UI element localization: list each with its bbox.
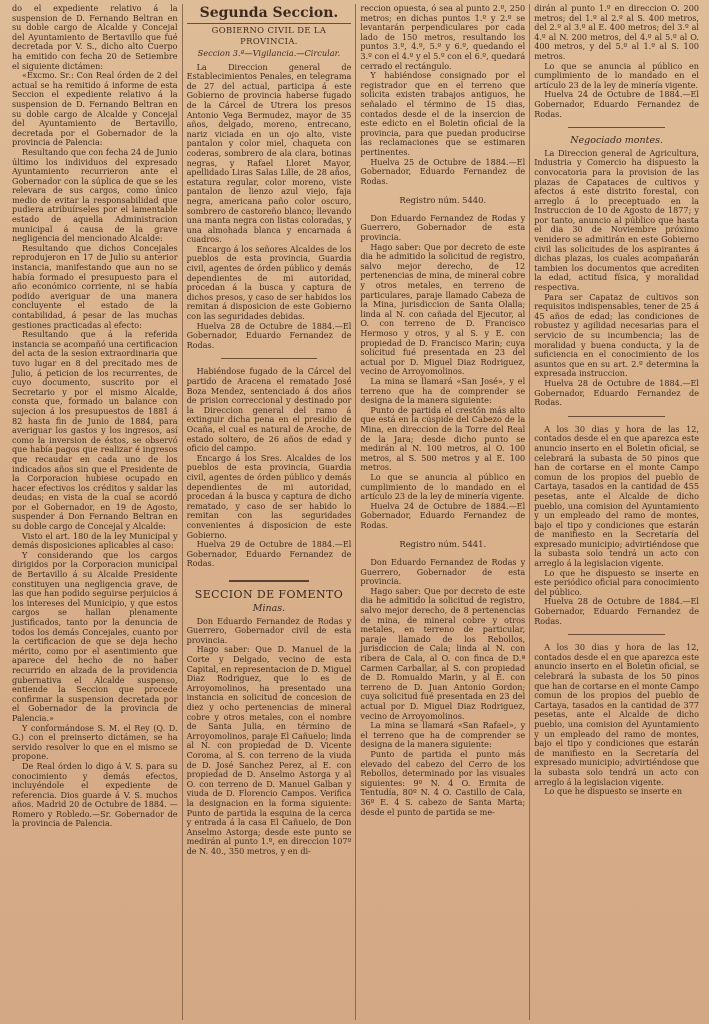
column-3 — [355, 4, 529, 1020]
paragraph: La mina se llamará «San José», y el terreno que ha de comprender se designa de la manera siguiente: — [360, 375, 526, 406]
signature: Huelva 24 de Octubre de 1884.—El Gobernador, Eduardo Fernandez de Rodas. — [360, 500, 526, 530]
paragraph: La mina se llamará «San Rafael», y el terreno que ha de comprender se designa de la manera siguiente: — [360, 720, 526, 750]
paragraph: De Real órden lo digo á V. S. para su conocimiento y demás efectos, incluyéndole el expediente de referencia. Dios guarde á V. S. muchos años. Madrid 20 de Octubre de 1884. —Romero y Robledo.—Sr. Gobernador de la provincia de Palencia. — [12, 760, 178, 829]
paragraph: Y considerando que los cargos dirigidos por la Corporacion municipal de Bertavillo á su Alcalde Presidente constituyen una negligencia grave, de las que han podido seguirse perjuicios á los intereses del Municipio, y que estos cargos se hallan plenamente justificados, tanto por la denuncia de todos los demás Concejales, cuanto por la certificacion de que se deja hecho mérito, como por el asentimiento que aparece del hecho de no haber recurrido en alzada de la providencia gubernativa el Alcalde suspenso, entiende la Seccion que procede confirmar la suspension decretada por el Gobernador de la provincia de Palencia.» — [12, 549, 178, 723]
section-header-title: Segunda Seccion. — [199, 5, 339, 21]
divider — [568, 634, 665, 635]
signature: Huelva 24 de Octubre de 1884.—El Gobernador, Eduardo Fernandez de Rodas. — [534, 89, 699, 119]
paragraph: Para ser Capataz de cultivos son requisitos indispensables, tener de 25 á 45 años de edad; las condiciones de robustez y agilidad necesarias para el servicio de su incumbencia; las de moralidad y buena conducta, y la de suficiencia en el conocimiento de los asuntos que en su art. 2.º determina la expresada instruccion. — [534, 291, 699, 379]
column-1 — [8, 4, 182, 1020]
divider — [221, 358, 318, 359]
paragraph: Lo que he dispuesto se inserte en — [544, 786, 683, 797]
signature: Huelva 28 de Octubre de 1884.—El Gobernador, Eduardo Fernandez de Rodas. — [534, 596, 699, 626]
section-line: Seccion 3.ª—Vigilancia.—Circular. — [197, 48, 341, 58]
paragraph: Y habiéndose consignado por el registrador que en el terreno que solicita existen trabajos antiguos, he señalado el término de 15 dias, contados desde el de la insercion de este edicto en el Boletin oficial de la provincia, para que puedan producirse las reclamaciones que se estimaren pertinentes. — [360, 70, 526, 157]
paragraph: «Excmo. Sr.: Con Real órden de 2 del actual se ha remitido á informe de esta Seccion el expediente relativo á la suspension de D. Fernando Beltran en su doble cargo de Alcalde y Concejal del Ayuntamiento de Bertavillo, decretada por el Gobernador de la provincia de Palencia: — [12, 70, 178, 148]
paragraph: dirán al punto 1.º en direccion O. 200 metros; del 1.º al 2.º al S. 400 metros, del 2.º al 3.º al E. 400 metros; del 3.º al 4.º al N. 200 metros, del 4.º al 5.º al O. 400 metros, y del 5.º al 1.º al S. 100 metros. — [534, 4, 699, 61]
negociado-heading: Negociado montes. — [570, 135, 663, 147]
paragraph: A los 30 dias y hora de las 12, contados desde el en que aparezca este anuncio inserto en el Boletin oficial, se celebrará la subasta de los 50 pinos que han de cortarse en el monte Campo comun de los propios del pueblo de Cartaya, tasados en la cantidad de 377 pesetas, ante el Alcalde de dicho pueblo, una comision del Ayuntamiento y un empleado del ramo de montes, bajo el tipo y condiciones que estarán de manifiesto en la Secretaría del expresado municipio; advirtiéndose que la subasta solo tendrá un acto con arreglo á la legislacion vigente. — [534, 642, 699, 787]
columns — [8, 4, 703, 1020]
paragraph: Don Eduardo Fernandez de Rodas y Guerrero, Gobernador civil de esta provincia. — [186, 615, 352, 645]
paragraph: Visto el art. 180 de la ley Municipal y demás disposiciones aplicables al caso: — [12, 530, 178, 551]
paragraph: Lo que se anuncia al público en cumplimiento de lo mandado en el artículo 23 de la ley de minería vigente. — [534, 60, 699, 90]
signature: Huelva 28 de Octubre de 1884.—El Gobernador, Eduardo Fernandez de Rodas. — [534, 377, 699, 408]
signature: Huelva 28 de Octubre de 1884.—El Gobernador, Eduardo Fernandez de Rodas. — [186, 320, 352, 350]
paragraph: Encargo á los Sres. Alcaldes de los pueblos de esta provincia, Guardia civil, agentes de órden público y demás dependientes de mi autoridad, procedan á la busca y captura de dicho rematado, y caso de ser habido lo remitan con las seguridades convenientes á disposicion de este Gobierno. — [186, 452, 352, 540]
paragraph: Hago saber: Que por decreto de este dia he admitido la solicitud de registro, salvo mejor derecho, de 12 pertenencias de mina, de mineral cobre y otros metales, en terreno de particulares, paraje llamado Cabeza de la Mina, jurisdiccion de Santa Olalla; linda al N. con cañada del Ejecutor, al O. con terreno de D. Francisco Hermoso y otros, y al S. y E. con propiedad de D. Francisco Marin; cuya solicitud fué presentada en 23 del actual por D. Miguel Diaz Rodriguez, vecino de Arroyomolinos. — [360, 241, 526, 377]
divider — [568, 416, 665, 417]
paragraph: Lo que he dispuesto se inserte en este periódico oficial para conocimiento del público. — [534, 567, 699, 597]
signature: Huelva 25 de Octubre de 1884.—El Gobernador, Eduardo Fernandez de Rodas. — [360, 156, 526, 186]
paragraph: Hago saber: Que D. Manuel de la Corte y Delgado, vecino de esta Capital, en representacion de D. Miguel Diaz Rodriguez, que lo es de Arroyomolinos, ha presentado una instancia en solicitud de concesion de diez y ocho pertenencias de mineral cobre y otros metales, con el nombre de Santa Julia, en término de Arroyomolinos, paraje El Cañuelo; linda al N. con propiedad de D. Vicente Coroma, al S. con terreno de la viuda de D. José Sanchez Perez, al E. con propiedad de D. Anselmo Astorga y al O. con terreno de D. Manuel Galban y viuda de D. Florencio Campos. Verifica la designacion en la forma siguiente: Punto de partida la esquina de la cerca y entrada á la casa El Cañuelo, de Don Anselmo Astorga; desde este punto se medirán al punto 1.º, en direccion 107º de N. 40., 350 metros, y en di- — [186, 644, 352, 856]
paragraph: La Direccion general de Agricultura, Industria y Comercio ha dispuesto la convocatoria para la provision de las plazas de Capataces de cultivos y afectos á este distrito forestal, con arreglo á lo preceptuado en la Instruccion de 10 de Agosto de 1877; y por tanto, anuncio al público que hasta el dia 30 de Noviembre próximo venidero se admitirán en este Gobierno civil las solicitudes de los aspirantes á dichas plazas, los cuales acompañarán tambien los documentos que acrediten la edad, actitud física, y moralidad respectiva. — [534, 147, 699, 293]
paragraph: Punto de partida el crestón más alto que está en la cúspide del Cabezo de la Mina, en direccion de la Torre del Real de la Jara; desde dicho punto se medirán al N. 100 metros, al O. 100 metros, al S. 500 metros y al E. 100 metros. — [360, 404, 526, 473]
registro-heading: Registro núm. 5440. — [399, 195, 487, 206]
paragraph: Don Eduardo Fernandez de Rodas y Guerrero, Gobernador de esta provincia. — [360, 557, 526, 587]
column-2 — [182, 4, 356, 1020]
paragraph: Hago saber: Que por decreto de este dia he admitido la solicitud de registro, salvo mejor derecho, de 8 pertenencias de mina, de mineral cobre y otros metales, en terreno de particular, paraje llamado de los Rebollos, jurisdiccion de Cala; linda al N. con ribera de Cala, al O. con finca de D.ª Carmen Carballar, al S. con propiedad de D. Romualdo Marin, y al E. con terreno de D. Juan Antonio Gordon; cuya solicitud fué presentada en 23 del actual por D. Miguel Diaz Rodriguez, vecino de Arroyomolinos. — [360, 585, 526, 721]
paragraph: Don Eduardo Fernandez de Rodas y Guerrero, Gobernador de esta provincia. — [360, 212, 526, 243]
divider — [187, 575, 352, 585]
paragraph: Y conformándose S. M. el Rey (Q. D. G.) con el preinserto dictámen, se ha servido resolver lo que en el mismo se propone. — [12, 722, 178, 762]
paragraph: do el expediente relativo á la suspension de D. Fernando Beltran en su doble cargo de Alcalde y Concejal del Ayuntamiento de Bertavillo que fué decretada por V. S., dicho alto Cuerpo ha emitido con fecha 20 de Setiembre el siguiente dictámen: — [12, 4, 178, 71]
paragraph: Lo que se anuncia al público en cumplimiento de lo mandado en el artículo 23 de la ley de minería vigente. — [360, 471, 526, 502]
fomento-title: SECCION DE FOMENTO — [194, 588, 344, 602]
paragraph: reccion opuesta, ó sea al punto 2.º, 250 metros; en dichas puntos 1.º y 2.º se levantarán perpendiculares por cada lado de 150 metros, resultando los puntos 3.º, 4.º, 5.º y 6.º, quedando el 3.º con el 4.º y el 5.º con el 6.º, quedará cerrado el rectángulo. — [360, 4, 526, 71]
paragraph: A los 30 dias y hora de las 12, contados desde el en que aparezca este anuncio inserto en el Boletin oficial, se celebrará la subasta de 50 pinos que han de cortarse en el monte Campo comun de los propios del pueblo de Cartaya, tasados en la cantidad de 455 pesetas, ante el Alcalde de dicho pueblo, una comision del Ayuntamiento y un empleado del ramo de montes, bajo el tipo y condiciones que estarán de manifiesto en la Secretaría del expresado municipio; advirtiéndose que la subasta solo tendrá un acto con arreglo á la legislacion vigente. — [534, 423, 699, 569]
paragraph: Encargo á los señores Alcaldes de los pueblos de esta provincia, Guardia civil, agentes de órden público y demás dependientes de mi autoridad, procedan á la busca y captura de dichos presos, y caso de ser habidos los remitan á disposicion de este Gobierno con las seguridades debidas. — [186, 243, 352, 322]
registro-heading: Registro núm. 5441. — [399, 539, 487, 550]
paragraph: Resultando que con fecha 24 de Junio último los individuos del expresado Ayuntamiento recurrieron ante el Gobernador con la súplica de que se les relevara de sus cargos, como único medio de evitar la responsabilidad que pudiera atribuírseles por el lamentable estado de aquella Administracion municipal á causa de la grave negligencia del mencionado Alcalde: — [12, 146, 178, 244]
divider — [568, 127, 665, 128]
section-header-subtitle: GOBIERNO CIVIL DE LA PROVINCIA. — [187, 23, 352, 47]
signature: Huelva 29 de Octubre de 1884.—El Gobernador, Eduardo Fernandez de Rodas. — [186, 539, 352, 569]
minas-subtitle: Minas. — [252, 603, 286, 615]
paragraph: La Direccion general de Establecimientos Penales, en telegrama de 27 del actual, participa á este Gobierno de provincia haberse fugado de la Cárcel de Utrera los presos Antonio Vega Bermudez, mayor de 35 años, delgado, moreno, entrecano, nariz viciada en un ojo alto, viste pantalon y color miel, chaqueta con coderas, sombrero de ala clara, botinas negras, y Rafael Lloret Mayor, apellidado Liras Salas Lille, de 28 años, estatura regular, color moreno, viste pantalon de lienzo azul viejo, faja negra, americana paño color oscuro, sombrero de castoreño blanco; llevando una manta negra con listas coloradas, y una almohada blanca y encarnada á cuadros. — [186, 61, 352, 245]
paragraph: Resultando que dichos Concejales reprodujeron en 17 de Julio su anterior instancia, manifestando que aun no se había formado el presupuesto para el año económico corriente, ni se había podido averiguar de una manera concluyente el estado de la contabilidad, á pesar de las muchas gestiones practicadas al efecto: — [12, 242, 178, 330]
paragraph: Punto de partida el punto más elevado del cabezo del Cerro de los Rebollos, determinado por las visuales siguientes: 9º N. 4 O. Ermita de Tentudía, 80º N. 4 O. Castillo de Cala, 36º E. 4 S. cabezo de Santa Marta; desde el punto de partida se me- — [360, 748, 526, 817]
column-4 — [529, 4, 703, 1020]
paragraph: Resultando que á la referida instancia se acompañó una certificacion del acta de la sesion extraordinaria que tuvo lugar en 8 del precitado mes de Julio, á peticion de los recurrentes, de cuyo documento, suscrito por el Secretario y por el mismo Alcalde, consta que, formado un balance con sujecion á los presupuestos de 1881 á 82 hasta fin de Junio de 1884, para averiguar los gastos y los ingresos, así como la inversion de éstos, se observó que había pagos que realizar é ingresos que recaudar en cada uno de los indicados años sin que el Presidente de la Corporacion hubiese ocupado en hacer efectivos los créditos y saldar las deudas; en vista de la cual se acordó por el Gobernador, en 19 de Agosto, suspender á Don Fernando Beltran en su doble cargo de Concejal y Alcalde: — [12, 329, 178, 532]
paragraph: Habiéndose fugado de la Cárcel del partido de Aracena el rematado José Boza Mendez, sentenciado á dos años de prision correccional y destinado por la Direccion general del ramo á extinguir dicha pena en el presidio de Ocaña, el cual es natural de Aroche, de estado soltero, de 26 años de edad y oficio del campo. — [186, 366, 352, 454]
